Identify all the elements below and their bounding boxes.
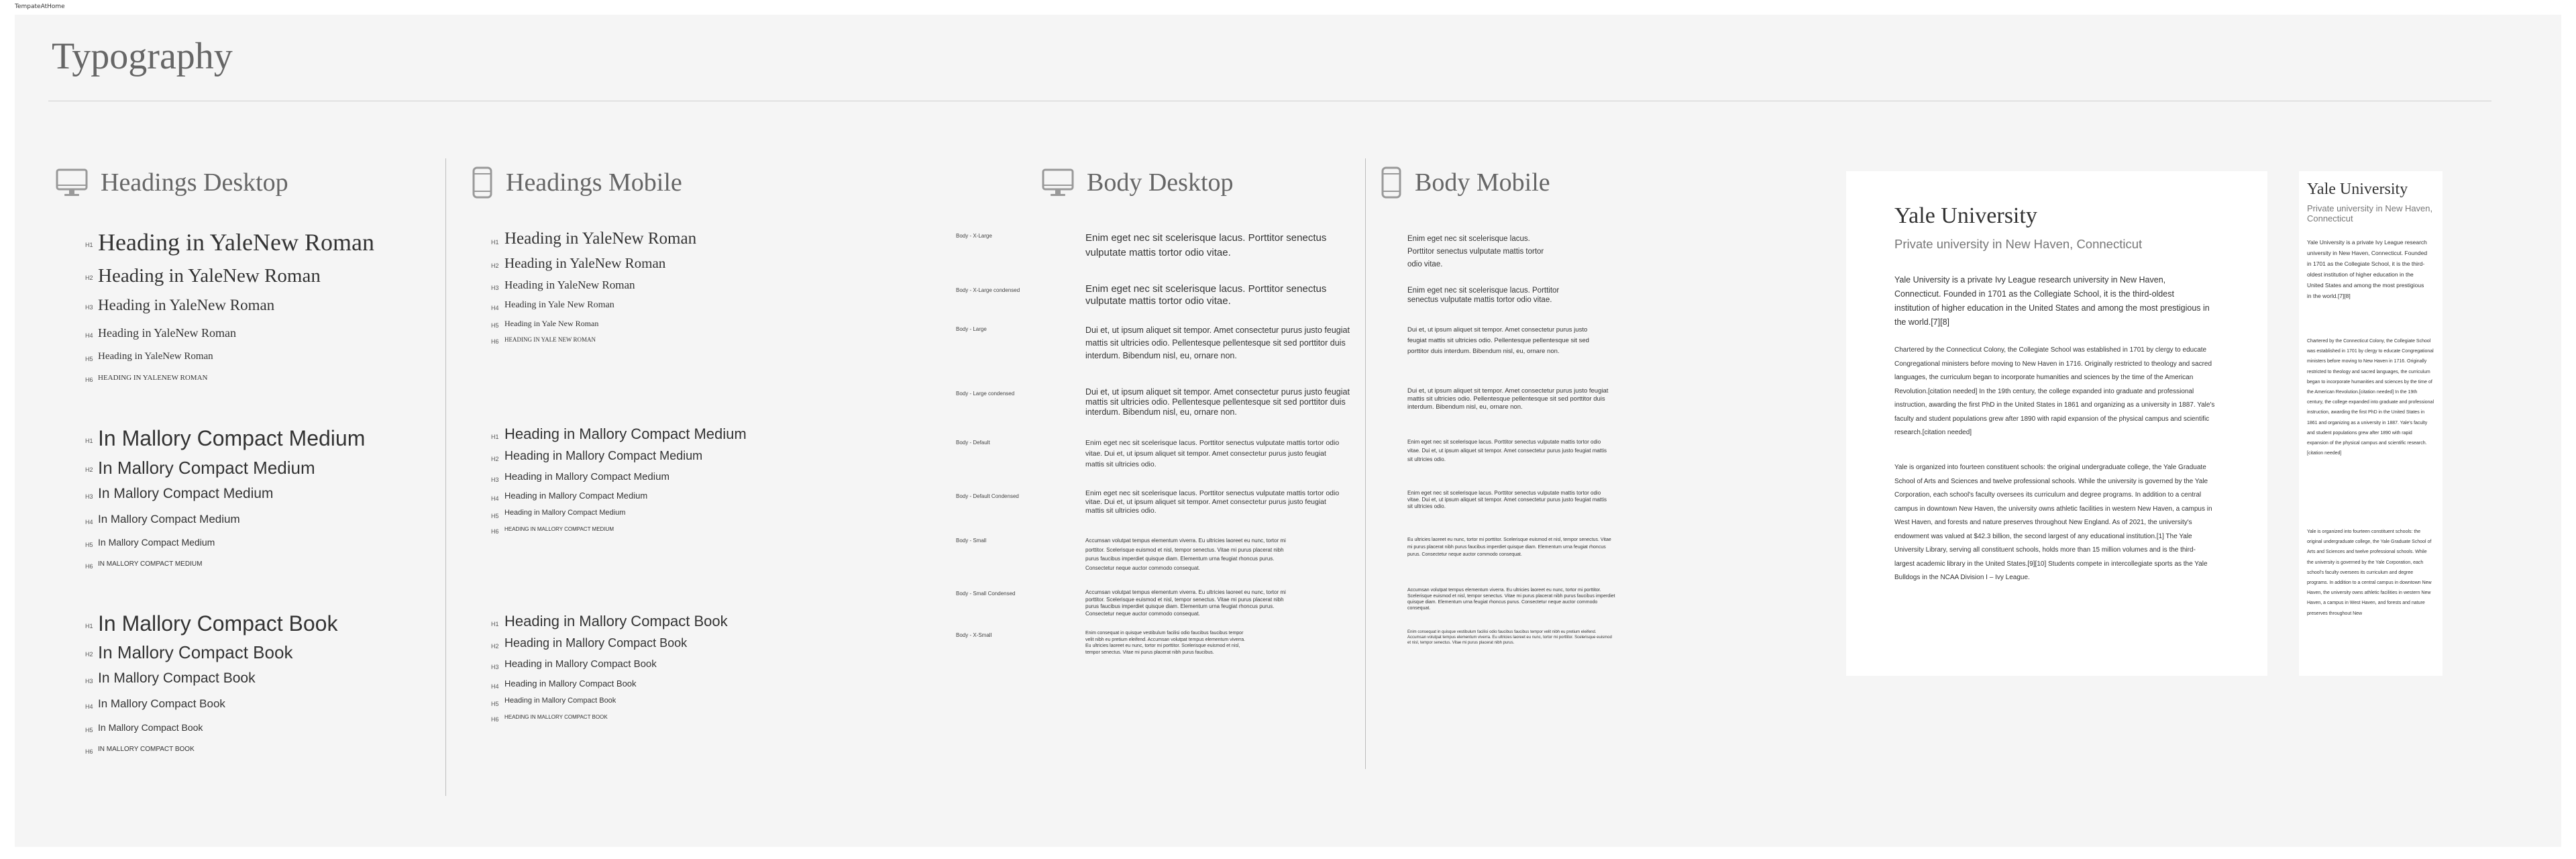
heading-sample: HEADING IN YALE NEW ROMAN [504,336,596,343]
heading-sample: Heading in YaleNew Roman [98,229,374,256]
heading-sample: IN MALLORY COMPACT BOOK [98,746,195,753]
level-tag: H3 [85,304,93,311]
heading-sample: Heading in Mallory Compact Book [504,697,616,705]
heading-sample: Heading in YaleNew Roman [98,297,275,313]
card-subtitle: Private university in New Haven, Connecticut [1894,237,2143,251]
level-tag: H3 [491,285,499,291]
card-subtitle: Private university in New Haven, Connecticut [2307,203,2433,223]
heading-sample: Heading in Yale New Roman [504,319,599,328]
level-tag: H6 [85,376,93,383]
heading-sample: In Mallory Compact Book [98,642,293,662]
heading-sample: In Mallory Compact Book [98,670,256,686]
level-tag: H1 [491,434,499,440]
body-style-label: Body - Default [956,440,990,446]
level-tag: H4 [491,305,499,311]
body-sample: Enim eget nec sit scelerisque lacus. Porttitor senectus vulputate mattis tortor odio vitae. [1085,283,1327,307]
body-sample: Enim eget nec sit scelerisque lacus. Porttitor senectus vulputate mattis tortor odio vitae. [1407,235,1544,268]
body-sample: Enim eget nec sit scelerisque lacus. Porttitor senectus vulputate mattis tortor odio vitae. Dui et, ut ipsum aliquet sit tempor. Amet consectetur purus justo feugiat mattis sit ultricies odio. [1085,439,1340,468]
heading-sample: HEADING IN MALLORY COMPACT MEDIUM [504,526,614,532]
level-tag: H2 [491,456,499,462]
body-sample: Eu ultricies laoreet eu nunc, tortor mi porttitor. Scelerisque euismod et nisl, tempor senectus. Vitae mi purus placerat nibh purus faucibus imperdiet quisque diam. Elementum urna feugiat rhoncus purus. Consectetur neque auctor commodo consequat. [1407,538,1611,557]
level-tag: H4 [85,703,93,710]
desktop-monitor-icon [55,166,89,199]
level-tag: H4 [491,495,499,502]
heading-sample: Heading in Yale New Roman [504,300,614,310]
heading-sample: Heading in Mallory Compact Medium [504,491,648,501]
level-tag: H5 [85,542,93,548]
level-tag: H2 [85,274,93,281]
heading-sample: Heading in YaleNew Roman [504,255,666,271]
heading-sample: Heading in YaleNew Roman [504,279,635,291]
column-divider [1365,158,1366,769]
typography-canvas [15,15,2561,847]
heading-sample: Heading in Mallory Compact Book [504,636,688,650]
heading-sample: In Mallory Compact Medium [98,486,274,501]
heading-sample: Heading in Mallory Compact Medium [504,425,747,442]
level-tag: H3 [85,678,93,685]
card-title: Yale University [1894,203,2037,228]
body-sample: Enim eget nec sit scelerisque lacus. Porttitor senectus vulputate mattis tortor odio vitae. Dui et, ut ipsum aliquet sit tempor. Amet consectetur purus justo feugiat mattis sit ultricies odio. [1407,439,1607,462]
level-tag: H5 [491,322,499,329]
mobile-phone-icon [1380,166,1403,199]
heading-sample: Heading in Mallory Compact Book [504,678,637,689]
body-sample: Accumsan volutpat tempus elementum viverra. Eu ultricies laoreet eu nunc, tortor mi porttitor. Scelerisque euismod et nisl, tempor senectus. Vitae mi purus placerat nibh purus faucibus imperdiet quisque diam. Elementum urna feugiat rhoncus purus. Consectetur neque auctor commodo consequat. [1407,588,1615,611]
heading-sample: Heading in Mallory Compact Book [504,613,728,629]
body-sample: Enim eget nec sit scelerisque lacus. Porttitor senectus vulputate mattis tortor odio vitae. Dui et, ut ipsum aliquet sit tempor. Amet consectetur purus justo feugiat mattis sit ultricies odio. [1407,490,1607,509]
body-style-label: Body - Default Condensed [956,493,1019,499]
body-sample: Enim consequat in quisque vestibulum facilisi odio faucibus faucibus tempor velit nibh eu pretium eleifend. Accumsan volutpat tempus elementum viverra. Eu ultricies laoreet eu nunc, tortor mi porttitor. Scelerisque euismod et nisl, tempor senectus. Vitae mi purus placerat nibh purus. [1407,630,1612,645]
body-style-label: Body - Small [956,538,987,544]
heading-sample: In Mallory Compact Book [98,611,338,636]
level-tag: H4 [85,519,93,525]
body-sample: Accumsan volutpat tempus elementum viverra. Eu ultricies laoreet eu nunc, tortor mi porttitor. Scelerisque euismod et nisl, tempor senectus. Vitae mi purus placerat nibh purus faucibus imperdiet quisque diam. Elementum urna feugiat rhoncus purus. Consectetur neque auctor commodo consequat. [1085,589,1286,617]
body-style-label: Body - X-Large condensed [956,287,1020,293]
level-tag: H2 [85,466,93,473]
level-tag: H1 [491,621,499,627]
level-tag: H5 [85,727,93,734]
heading-sample: In Mallory Compact Book [98,697,225,710]
body-sample: Dui et, ut ipsum aliquet sit tempor. Amet consectetur purus justo feugiat mattis sit ultricies odio. Pellentesque pellentesque sit sed porttitor duis interdum. Bibendum nisl, eu, ornare non. [1085,387,1350,417]
heading-sample: Heading in Mallory Compact Book [504,658,657,670]
section-header-body-desktop [1041,166,1234,199]
section-header-body-mobile [1380,166,1550,199]
page-title: Typography [52,36,233,77]
level-tag: H1 [85,242,93,248]
body-style-label: Body - Large [956,326,987,332]
level-tag: H6 [491,338,499,345]
card-paragraph: Chartered by the Connecticut Colony, the Collegiate School was established in 1701 by clergy to educate Congregational ministers before moving to New Haven in 1716. Originally restricted to theology and sacred languages, the curriculum began to incorporate humanities and sciences by the time of the American Revolution.[citation needed] In the 19th century, the college expanded into graduate and professional instruction, awarding the first PhD in the United States in 1861 and organizing as a university in 1887. Yale's faculty and student populations grew after 1890 with rapid expansion of the physical campus and scientific research.[citation needed] [2307,339,2434,456]
body-sample: Dui et, ut ipsum aliquet sit tempor. Amet consectetur purus justo feugiat mattis sit ultricies odio. Pellentesque pellentesque sit sed porttitor duis interdum. Bibendum nisl, eu, ornare non. [1407,387,1609,411]
heading-sample: Heading in Mallory Compact Medium [504,449,703,462]
level-tag: H4 [491,683,499,690]
level-tag: H6 [491,528,499,535]
heading-sample: Heading in YaleNew Roman [98,265,321,287]
yale-article-card-desktop [1846,171,2267,676]
heading-sample: In Mallory Compact Medium [98,537,215,548]
level-tag: H4 [85,332,93,339]
body-style-label: Body - Small Condensed [956,591,1016,597]
frame-label: TempateAtHome [15,3,65,10]
level-tag: H5 [491,513,499,519]
level-tag: H2 [491,262,499,269]
body-style-label: Body - Large condensed [956,391,1015,397]
level-tag: H6 [491,716,499,723]
card-paragraph: Yale is organized into fourteen constituent schools: the original undergraduate college, the Yale Graduate School of Arts and Sciences and twelve professional schools. While the university is governed by the Yale Corporation, each school's faculty oversees its curriculum and degree programs. In addition to a central campus in downtown New Haven, the university owns athletic facilities in western New Haven, a campus in West Haven, and forests and nature preserves throughout New England. As of 2021, the university's endowment was valued at $42.3 billion, the second largest of any educational institution.[1] The Yale University Library, serving all constituent schools, holds more than 15 million volumes and is the third-largest academic library in the United States.[9][10] Students compete in intercollegiate sports as the Yale Bulldogs in the NCAA Division I – Ivy League. [1894,464,2212,581]
card-title: Yale University [2307,181,2408,198]
heading-sample: IN MALLORY COMPACT MEDIUM [98,560,203,568]
level-tag: H5 [85,356,93,362]
body-sample: Dui et, ut ipsum aliquet sit tempor. Amet consectetur purus justo feugiat mattis sit ultricies odio. Pellentesque pellentesque sit sed porttitor duis interdum. Bibendum nisl, eu, ornare non. [1407,326,1589,355]
card-lead-paragraph: Yale University is a private Ivy League research university in New Haven, Connecticut. Founded in 1701 as the Collegiate School, it is the third-oldest institution of higher education in the United States and among the most prestigious in the world.[7][8] [1894,275,2210,327]
card-paragraph: Yale is organized into fourteen constituent schools: the original undergraduate college, the Yale Graduate School of Arts and Sciences and twelve professional schools. While the university is governed by the Yale Corporation, each school's faculty oversees its curriculum and degree programs. In addition to a central campus in downtown New Haven, the university owns athletic facilities in western New Haven, a campus in West Haven, and forests and nature preserves throughout New [2307,529,2432,616]
heading-sample: Heading in YaleNew Roman [504,230,697,248]
level-tag: H5 [491,701,499,707]
section-title: Headings Desktop [101,168,288,197]
mobile-phone-icon [471,166,494,199]
card-lead-paragraph: Yale University is a private Ivy League research university in New Haven, Connecticut. Founded in 1701 as the Collegiate School, it is the third-oldest institution of higher education in the United States and among the most prestigious in the world.[7][8] [2307,239,2428,299]
body-sample: Enim eget nec sit scelerisque lacus. Porttitor senectus vulputate mattis tortor odio vitae. [1407,287,1560,304]
section-title: Body Mobile [1415,168,1550,197]
level-tag: H1 [491,239,499,246]
heading-sample: In Mallory Compact Medium [98,426,366,450]
heading-sample: Heading in Mallory Compact Medium [504,471,669,483]
heading-sample: In Mallory Compact Medium [98,458,315,478]
body-style-label: Body - X-Small [956,632,992,638]
heading-sample: Heading in Mallory Compact Medium [504,509,626,517]
desktop-monitor-icon [1041,166,1075,199]
section-header-headings-desktop [55,166,288,199]
section-header-headings-mobile [471,166,682,199]
body-sample: Enim eget nec sit scelerisque lacus. Porttitor senectus vulputate mattis tortor odio vitae. [1085,232,1327,258]
heading-sample: HEADING IN MALLORY COMPACT BOOK [504,714,608,720]
section-title: Headings Mobile [506,168,682,197]
heading-sample: Heading in YaleNew Roman [98,326,236,340]
level-tag: H6 [85,748,93,755]
level-tag: H6 [85,563,93,570]
level-tag: H3 [491,476,499,483]
body-style-label: Body - X-Large [956,233,992,239]
heading-sample: HEADING IN YALENEW ROMAN [98,374,208,382]
body-sample: Enim consequat in quisque vestibulum facilisi odio faucibus faucibus tempor velit nibh eu pretium eleifend. Accumsan volutpat tempus elementum viverra. Eu ultricies laoreet eu nunc, tortor mi porttitor. Scelerisque euismod et nisl, tempor senectus. Vitae mi purus placerat nibh purus faucibus. [1085,631,1246,655]
level-tag: H2 [85,651,93,658]
level-tag: H3 [85,493,93,500]
heading-sample: Heading in YaleNew Roman [98,351,213,362]
body-sample: Enim eget nec sit scelerisque lacus. Porttitor senectus vulputate mattis tortor odio vitae. Dui et, ut ipsum aliquet sit tempor. Amet consectetur purus justo feugiat mattis sit ultricies odio. [1085,489,1340,515]
heading-sample: In Mallory Compact Book [98,722,203,733]
body-sample: Accumsan volutpat tempus elementum viverra. Eu ultricies laoreet eu nunc, tortor mi porttitor. Scelerisque euismod et nisl, tempor senectus. Vitae mi purus placerat nibh purus faucibus imperdiet quisque diam. Elementum urna feugiat rhoncus purus. Consectetur neque auctor commodo consequat. [1085,538,1286,571]
level-tag: H3 [491,664,499,670]
column-divider [445,158,446,796]
body-sample: Dui et, ut ipsum aliquet sit tempor. Amet consectetur purus justo feugiat mattis sit ultricies odio. Pellentesque pellentesque sit sed porttitor duis interdum. Bibendum nisl, eu, ornare non. [1085,325,1350,360]
section-title: Body Desktop [1087,168,1234,197]
yale-article-card-mobile [2299,171,2443,676]
level-tag: H2 [491,643,499,650]
heading-sample: In Mallory Compact Medium [98,513,240,525]
level-tag: H1 [85,623,93,629]
card-paragraph: Chartered by the Connecticut Colony, the Collegiate School was established in 1701 by clergy to educate Congregational ministers before moving to New Haven in 1716. Originally restricted to theology and sacred languages, the curriculum began to incorporate humanities and sciences by the time of the American Revolution.[citation needed] In the 19th century, the college expanded into graduate and professional instruction, awarding the first PhD in the United States in 1861 and organizing as a university in 1887. Yale's faculty and student populations grew after 1890 with rapid expansion of the physical campus and scientific research.[citation needed] [1894,346,2215,436]
level-tag: H1 [85,438,93,444]
